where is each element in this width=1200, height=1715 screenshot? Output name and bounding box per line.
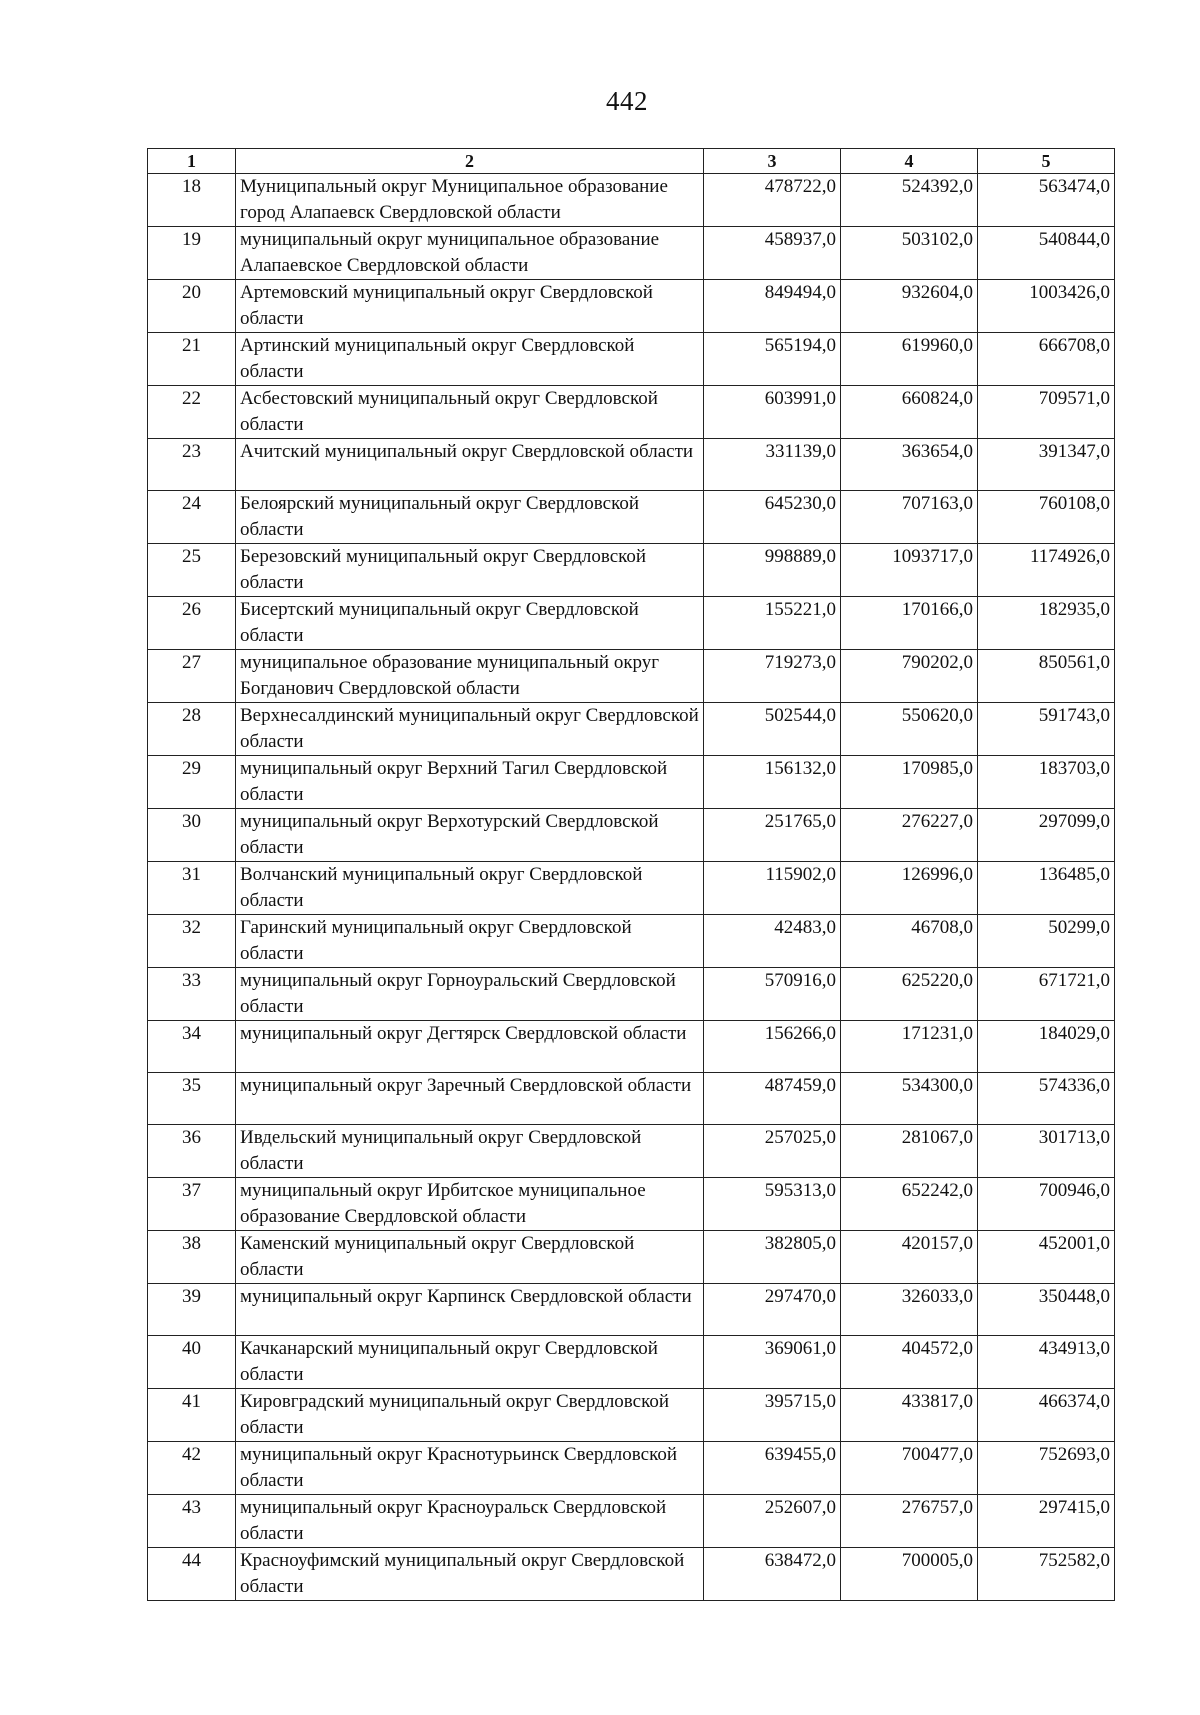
- municipality-name: Красноуфимский муниципальный округ Свердловской области: [236, 1548, 704, 1601]
- table-row: [148, 809, 1115, 862]
- municipality-name: Волчанский муниципальный округ Свердловской области: [236, 862, 704, 915]
- value-col-4: 404572,0: [841, 1336, 978, 1389]
- row-index: 25: [148, 544, 236, 597]
- municipality-name: муниципальное образование муниципальный округ Богданович Свердловской области: [236, 650, 704, 703]
- value-col-4: 550620,0: [841, 703, 978, 756]
- table-row: [148, 280, 1115, 333]
- column-header-3: 3: [704, 149, 841, 174]
- table-row: [148, 1495, 1115, 1548]
- municipality-name: муниципальный округ Краснотурьинск Свердловской области: [236, 1442, 704, 1495]
- value-col-3: 369061,0: [704, 1336, 841, 1389]
- value-col-4: 625220,0: [841, 968, 978, 1021]
- value-col-5: 183703,0: [978, 756, 1115, 809]
- table-row: [148, 1389, 1115, 1442]
- value-col-5: 297415,0: [978, 1495, 1115, 1548]
- value-col-4: 700005,0: [841, 1548, 978, 1601]
- municipality-name: муниципальный округ Верхотурский Свердловской области: [236, 809, 704, 862]
- table-row: [148, 1336, 1115, 1389]
- value-col-5: 50299,0: [978, 915, 1115, 968]
- table-row: [148, 597, 1115, 650]
- table-row: [148, 1284, 1115, 1336]
- row-index: 26: [148, 597, 236, 650]
- value-col-3: 257025,0: [704, 1125, 841, 1178]
- column-header-5: 5: [978, 149, 1115, 174]
- municipality-name: Ивдельский муниципальный округ Свердловской области: [236, 1125, 704, 1178]
- value-col-4: 276757,0: [841, 1495, 978, 1548]
- row-index: 32: [148, 915, 236, 968]
- value-col-5: 591743,0: [978, 703, 1115, 756]
- value-col-5: 434913,0: [978, 1336, 1115, 1389]
- table-row: [148, 333, 1115, 386]
- value-col-5: 182935,0: [978, 597, 1115, 650]
- municipality-name: муниципальный округ Заречный Свердловской области: [236, 1073, 704, 1125]
- table-row: [148, 227, 1115, 280]
- row-index: 20: [148, 280, 236, 333]
- table-row: [148, 544, 1115, 597]
- row-index: 41: [148, 1389, 236, 1442]
- value-col-3: 998889,0: [704, 544, 841, 597]
- table-row: [148, 1178, 1115, 1231]
- municipality-name: Артемовский муниципальный округ Свердловской области: [236, 280, 704, 333]
- value-col-3: 502544,0: [704, 703, 841, 756]
- value-col-4: 126996,0: [841, 862, 978, 915]
- value-col-4: 433817,0: [841, 1389, 978, 1442]
- row-index: 19: [148, 227, 236, 280]
- municipality-name: Бисертский муниципальный округ Свердловской области: [236, 597, 704, 650]
- column-header-1: 1: [148, 149, 236, 174]
- value-col-4: 524392,0: [841, 174, 978, 227]
- value-col-3: 603991,0: [704, 386, 841, 439]
- table-row: [148, 1231, 1115, 1284]
- municipality-name: муниципальный округ муниципальное образование Алапаевское Свердловской области: [236, 227, 704, 280]
- row-index: 44: [148, 1548, 236, 1601]
- value-col-4: 660824,0: [841, 386, 978, 439]
- row-index: 22: [148, 386, 236, 439]
- value-col-4: 932604,0: [841, 280, 978, 333]
- value-col-3: 115902,0: [704, 862, 841, 915]
- column-header-2: 2: [236, 149, 704, 174]
- table-body: [148, 174, 1115, 1601]
- budget-table: [147, 148, 1115, 1601]
- row-index: 29: [148, 756, 236, 809]
- municipality-name: Гаринский муниципальный округ Свердловской области: [236, 915, 704, 968]
- value-col-4: 46708,0: [841, 915, 978, 968]
- value-col-3: 458937,0: [704, 227, 841, 280]
- row-index: 30: [148, 809, 236, 862]
- value-col-3: 719273,0: [704, 650, 841, 703]
- municipality-name: Артинский муниципальный округ Свердловской области: [236, 333, 704, 386]
- value-col-5: 301713,0: [978, 1125, 1115, 1178]
- table-header-row: [148, 149, 1115, 174]
- row-index: 43: [148, 1495, 236, 1548]
- value-col-4: 420157,0: [841, 1231, 978, 1284]
- table-row: [148, 1125, 1115, 1178]
- table-row: [148, 174, 1115, 227]
- value-col-3: 638472,0: [704, 1548, 841, 1601]
- value-col-3: 155221,0: [704, 597, 841, 650]
- value-col-4: 326033,0: [841, 1284, 978, 1336]
- value-col-4: 503102,0: [841, 227, 978, 280]
- value-col-5: 563474,0: [978, 174, 1115, 227]
- value-col-5: 136485,0: [978, 862, 1115, 915]
- value-col-5: 666708,0: [978, 333, 1115, 386]
- value-col-5: 391347,0: [978, 439, 1115, 491]
- table-row: [148, 439, 1115, 491]
- page-number: 442: [606, 86, 648, 116]
- municipality-name: Качканарский муниципальный округ Свердловской области: [236, 1336, 704, 1389]
- row-index: 24: [148, 491, 236, 544]
- value-col-4: 281067,0: [841, 1125, 978, 1178]
- value-col-4: 790202,0: [841, 650, 978, 703]
- municipality-name: Муниципальный округ Муниципальное образование город Алапаевск Свердловской области: [236, 174, 704, 227]
- value-col-4: 363654,0: [841, 439, 978, 491]
- value-col-3: 251765,0: [704, 809, 841, 862]
- value-col-3: 849494,0: [704, 280, 841, 333]
- value-col-5: 1174926,0: [978, 544, 1115, 597]
- value-col-3: 570916,0: [704, 968, 841, 1021]
- value-col-4: 1093717,0: [841, 544, 978, 597]
- row-index: 23: [148, 439, 236, 491]
- municipality-name: муниципальный округ Карпинск Свердловской области: [236, 1284, 704, 1336]
- value-col-3: 156132,0: [704, 756, 841, 809]
- municipality-name: Каменский муниципальный округ Свердловской области: [236, 1231, 704, 1284]
- value-col-5: 671721,0: [978, 968, 1115, 1021]
- value-col-3: 382805,0: [704, 1231, 841, 1284]
- value-col-4: 700477,0: [841, 1442, 978, 1495]
- table-row: [148, 968, 1115, 1021]
- value-col-3: 487459,0: [704, 1073, 841, 1125]
- value-col-4: 276227,0: [841, 809, 978, 862]
- value-col-5: 760108,0: [978, 491, 1115, 544]
- row-index: 34: [148, 1021, 236, 1073]
- municipality-name: Березовский муниципальный округ Свердловской области: [236, 544, 704, 597]
- value-col-5: 752693,0: [978, 1442, 1115, 1495]
- value-col-3: 252607,0: [704, 1495, 841, 1548]
- municipality-name: муниципальный округ Красноуральск Свердловской области: [236, 1495, 704, 1548]
- value-col-3: 565194,0: [704, 333, 841, 386]
- value-col-5: 700946,0: [978, 1178, 1115, 1231]
- value-col-5: 574336,0: [978, 1073, 1115, 1125]
- municipality-name: Ачитский муниципальный округ Свердловской области: [236, 439, 704, 491]
- table-row: [148, 491, 1115, 544]
- municipality-name: муниципальный округ Верхний Тагил Свердловской области: [236, 756, 704, 809]
- municipality-name: Кировградский муниципальный округ Свердловской области: [236, 1389, 704, 1442]
- table-row: [148, 1073, 1115, 1125]
- value-col-3: 645230,0: [704, 491, 841, 544]
- row-index: 42: [148, 1442, 236, 1495]
- value-col-5: 297099,0: [978, 809, 1115, 862]
- value-col-3: 478722,0: [704, 174, 841, 227]
- row-index: 31: [148, 862, 236, 915]
- value-col-3: 595313,0: [704, 1178, 841, 1231]
- value-col-3: 395715,0: [704, 1389, 841, 1442]
- value-col-3: 156266,0: [704, 1021, 841, 1073]
- row-index: 36: [148, 1125, 236, 1178]
- value-col-5: 850561,0: [978, 650, 1115, 703]
- value-col-5: 540844,0: [978, 227, 1115, 280]
- table-row: [148, 756, 1115, 809]
- municipality-name: Верхнесалдинский муниципальный округ Свердловской области: [236, 703, 704, 756]
- municipality-name: Белоярский муниципальный округ Свердловской области: [236, 491, 704, 544]
- value-col-5: 452001,0: [978, 1231, 1115, 1284]
- value-col-5: 1003426,0: [978, 280, 1115, 333]
- table-row: [148, 650, 1115, 703]
- table-row: [148, 862, 1115, 915]
- value-col-5: 350448,0: [978, 1284, 1115, 1336]
- value-col-4: 534300,0: [841, 1073, 978, 1125]
- value-col-4: 619960,0: [841, 333, 978, 386]
- row-index: 27: [148, 650, 236, 703]
- value-col-4: 171231,0: [841, 1021, 978, 1073]
- value-col-5: 709571,0: [978, 386, 1115, 439]
- row-index: 33: [148, 968, 236, 1021]
- table-row: [148, 386, 1115, 439]
- row-index: 35: [148, 1073, 236, 1125]
- value-col-3: 639455,0: [704, 1442, 841, 1495]
- value-col-3: 297470,0: [704, 1284, 841, 1336]
- table-row: [148, 915, 1115, 968]
- value-col-4: 170166,0: [841, 597, 978, 650]
- value-col-5: 466374,0: [978, 1389, 1115, 1442]
- value-col-3: 42483,0: [704, 915, 841, 968]
- municipality-name: Асбестовский муниципальный округ Свердловской области: [236, 386, 704, 439]
- municipality-name: муниципальный округ Ирбитское муниципальное образование Свердловской области: [236, 1178, 704, 1231]
- municipality-name: муниципальный округ Горноуральский Свердловской области: [236, 968, 704, 1021]
- row-index: 28: [148, 703, 236, 756]
- column-header-4: 4: [841, 149, 978, 174]
- value-col-4: 652242,0: [841, 1178, 978, 1231]
- table-row: [148, 1442, 1115, 1495]
- row-index: 21: [148, 333, 236, 386]
- row-index: 40: [148, 1336, 236, 1389]
- row-index: 18: [148, 174, 236, 227]
- value-col-3: 331139,0: [704, 439, 841, 491]
- row-index: 39: [148, 1284, 236, 1336]
- value-col-4: 170985,0: [841, 756, 978, 809]
- value-col-5: 752582,0: [978, 1548, 1115, 1601]
- municipality-name: муниципальный округ Дегтярск Свердловской области: [236, 1021, 704, 1073]
- value-col-5: 184029,0: [978, 1021, 1115, 1073]
- table-row: [148, 703, 1115, 756]
- row-index: 37: [148, 1178, 236, 1231]
- value-col-4: 707163,0: [841, 491, 978, 544]
- table-row: [148, 1548, 1115, 1601]
- table-row: [148, 1021, 1115, 1073]
- row-index: 38: [148, 1231, 236, 1284]
